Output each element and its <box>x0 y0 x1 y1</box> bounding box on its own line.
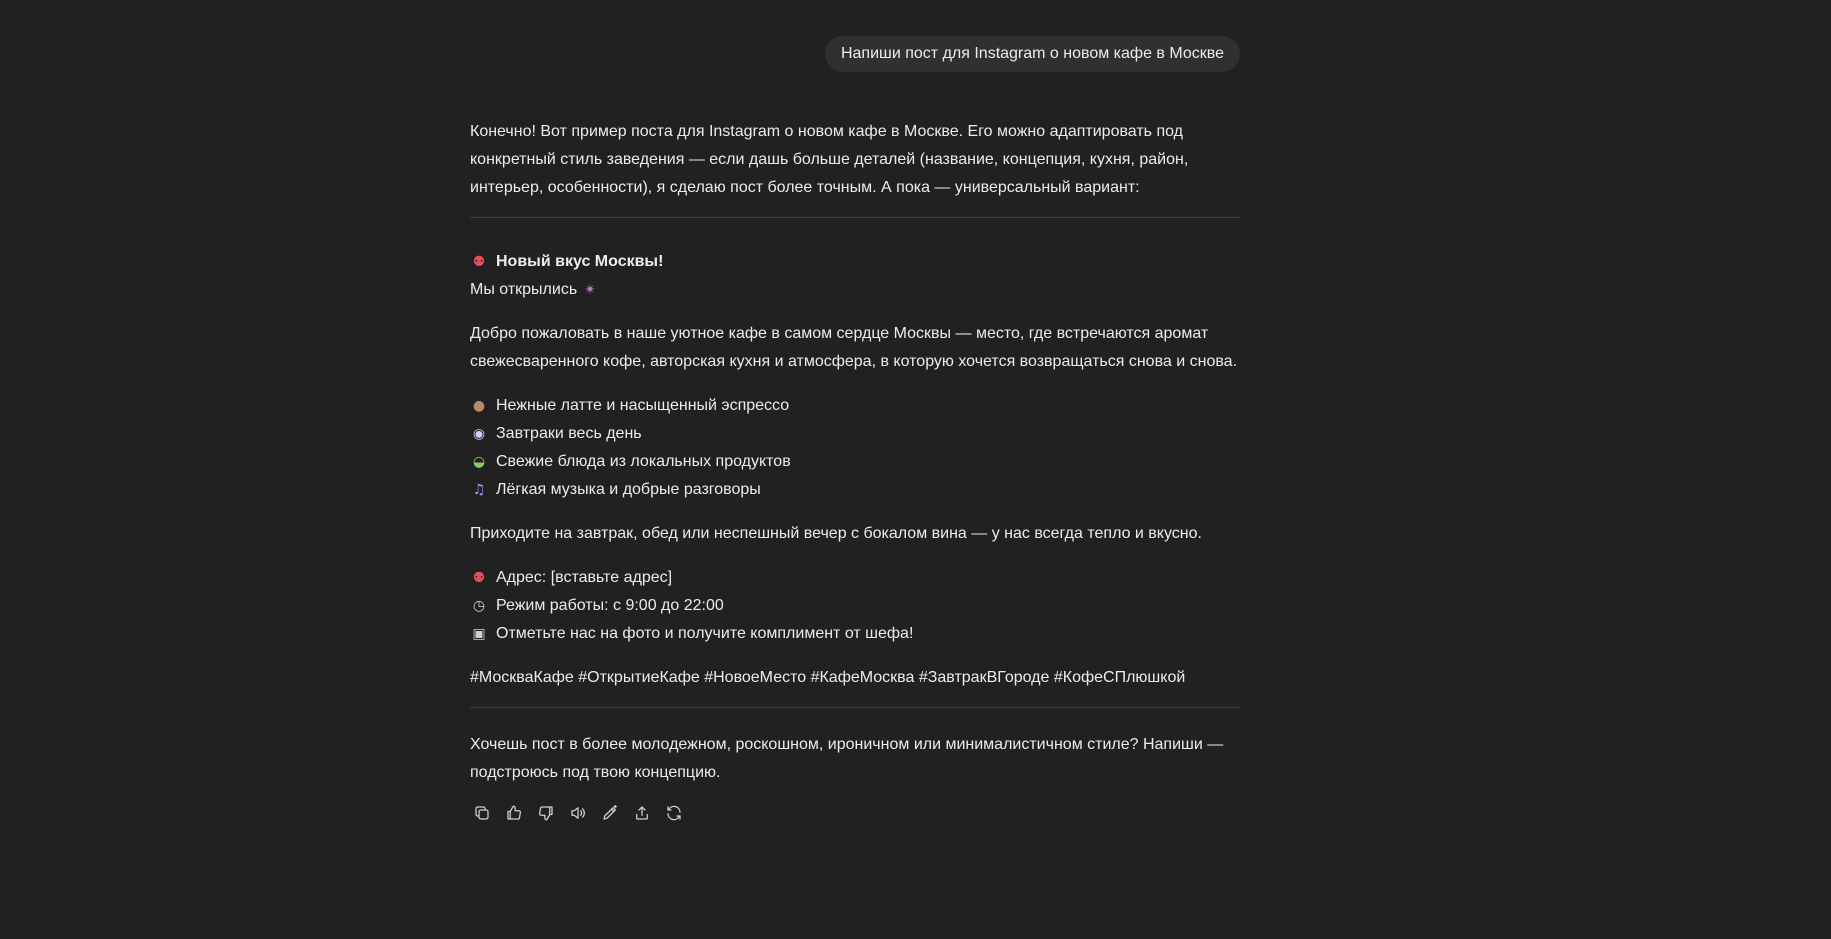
message-actions <box>470 797 1240 829</box>
post-header <box>470 248 1240 304</box>
feature-text: Свежие блюда из локальных продуктов <box>496 453 791 470</box>
post-info <box>470 564 1240 648</box>
info-text: Отметьте нас на фото и получите комплимент от шефа! <box>496 625 914 642</box>
outro-line: подстроюсь под твою концепцию. <box>470 764 721 781</box>
refresh-icon <box>665 804 683 822</box>
clock-icon: ◷ <box>472 598 486 614</box>
feature-item <box>470 476 1240 504</box>
egg-icon: ◉ <box>472 426 486 442</box>
user-message-bubble: Напиши пост для Instagram о новом кафе в Москве <box>825 36 1240 72</box>
info-item <box>470 620 1240 648</box>
post-invite <box>470 520 1240 548</box>
outro-line: Хочешь пост в более молодежном, роскошном, ироничном или минималистичном стиле? Напиши — <box>470 736 1224 753</box>
pin-icon: ⚉ <box>472 570 486 586</box>
dislike-button[interactable] <box>534 801 558 825</box>
post-title: Новый вкус Москвы! <box>496 253 664 270</box>
edit-icon <box>601 804 619 822</box>
assistant-message <box>470 118 1240 829</box>
feature-item <box>470 392 1240 420</box>
hashtags-text: #МоскваКафе #ОткрытиеКафе #НовоеМесто #КафеМосква #ЗавтракВГороде #КофеСПлюшкой <box>470 669 1186 686</box>
post-title-line <box>470 248 1240 276</box>
copy-icon <box>473 804 491 822</box>
post-opened: Мы открылись <box>470 281 578 298</box>
conversation-thread <box>470 0 1240 829</box>
edit-button[interactable] <box>598 801 622 825</box>
welcome-line: Добро пожаловать в наше уютное кафе в самом сердце Москвы — место, где встречаются аромат <box>470 325 1209 342</box>
post-opened-line <box>470 276 1240 304</box>
share-icon <box>633 804 651 822</box>
like-button[interactable] <box>502 801 526 825</box>
post-hashtags <box>470 664 1240 692</box>
share-button[interactable] <box>630 801 654 825</box>
info-item <box>470 592 1240 620</box>
pin-icon: ⚉ <box>472 254 486 270</box>
thumbs-down-icon <box>537 804 555 822</box>
user-message-row <box>470 36 1240 72</box>
post-features <box>470 392 1240 504</box>
info-text: Режим работы: с 9:00 до 22:00 <box>496 597 724 614</box>
feature-item <box>470 420 1240 448</box>
invite-text: Приходите на завтрак, обед или неспешный вечер с бокалом вина — у нас всегда тепло и вкусно. <box>470 525 1202 542</box>
feature-item <box>470 448 1240 476</box>
copy-button[interactable] <box>470 801 494 825</box>
feature-text: Лёгкая музыка и добрые разговоры <box>496 481 761 498</box>
info-text: Адрес: [вставьте адрес] <box>496 569 673 586</box>
info-item <box>470 564 1240 592</box>
post-welcome <box>470 320 1240 376</box>
intro-line: интерьер, особенности), я сделаю пост более точным. А пока — универсальный вариант: <box>470 179 1140 196</box>
assistant-outro <box>470 708 1240 787</box>
regenerate-button[interactable] <box>662 801 686 825</box>
salad-icon: ◒ <box>472 454 486 470</box>
music-icon: ♫ <box>472 482 486 498</box>
welcome-line: свежесваренного кофе, авторская кухня и атмосфера, в которую хочется возвращаться снова и снова. <box>470 353 1238 370</box>
thumbs-up-icon <box>505 804 523 822</box>
camera-icon: ▣ <box>472 626 486 642</box>
speaker-icon <box>569 804 587 822</box>
read-aloud-button[interactable] <box>566 801 590 825</box>
coffee-icon: ● <box>472 398 486 414</box>
feature-text: Завтраки весь день <box>496 425 642 442</box>
instagram-post <box>470 218 1240 692</box>
intro-line: Конечно! Вот пример поста для Instagram о новом кафе в Москве. Его можно адаптировать под <box>470 123 1183 140</box>
feature-text: Нежные латте и насыщенный эспрессо <box>496 397 790 414</box>
party-popper-icon: ✴ <box>584 282 597 298</box>
intro-line: конкретный стиль заведения — если дашь больше деталей (название, концепция, кухня, район, <box>470 151 1189 168</box>
assistant-intro <box>470 118 1240 202</box>
